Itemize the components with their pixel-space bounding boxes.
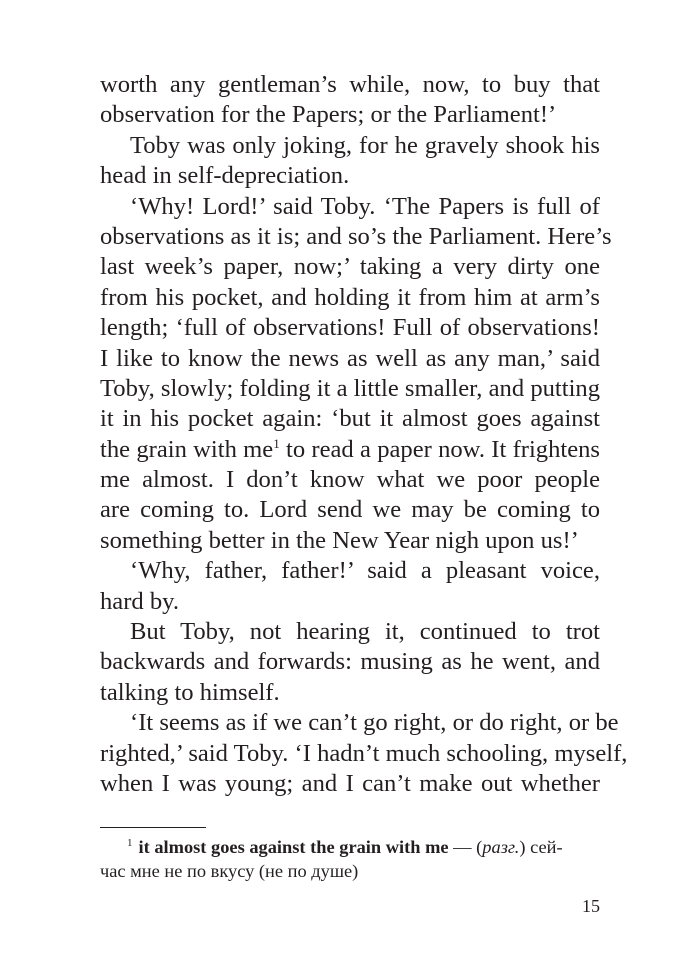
text-line bbox=[100, 192, 600, 222]
line-text: hard by. bbox=[100, 587, 179, 615]
line-text: Toby, slowly; folding it a little smaller, and putting bbox=[100, 374, 600, 402]
line-text: head in self-depreciation. bbox=[100, 162, 350, 190]
text-line bbox=[100, 344, 600, 374]
footnote-divider bbox=[100, 827, 206, 828]
text-line bbox=[100, 252, 600, 282]
text-line bbox=[100, 556, 600, 586]
line-text: ‘Why! Lord!’ said Toby. ‘The Papers is full of bbox=[130, 192, 600, 220]
line-text: from his pocket, and holding it from him at arm’s bbox=[100, 283, 600, 311]
footnote-number: 1 bbox=[127, 837, 133, 849]
line-text: I like to know the news as well as any man,’ said bbox=[100, 344, 600, 372]
line-text: righted,’ said Toby. ‘I hadn’t much schooling, myself, bbox=[100, 739, 628, 767]
text-line bbox=[100, 647, 600, 677]
text-line bbox=[100, 283, 600, 313]
footnote-abbreviation: разг. bbox=[482, 837, 520, 857]
text-line bbox=[100, 465, 600, 495]
text-line bbox=[100, 678, 600, 708]
line-text: observation for the Papers; or the Parliament!’ bbox=[100, 101, 557, 129]
line-text: something better in the New Year nigh upon us!’ bbox=[100, 526, 579, 554]
line-text: last week’s paper, now;’ taking a very dirty one bbox=[100, 253, 600, 281]
line-text: But Toby, not hearing it, continued to trot bbox=[130, 618, 600, 646]
text-line bbox=[100, 435, 600, 465]
text-line bbox=[100, 708, 619, 738]
line-text: worth any gentleman’s while, now, to buy that bbox=[100, 71, 600, 98]
text-line bbox=[100, 161, 600, 191]
text-line bbox=[100, 769, 600, 799]
text-line bbox=[100, 131, 600, 161]
line-text: are coming to. Lord send we may be coming to bbox=[100, 496, 600, 524]
text-line bbox=[100, 70, 600, 100]
line-text: talking to himself. bbox=[100, 678, 280, 706]
text-line bbox=[100, 526, 600, 556]
text-line bbox=[100, 222, 612, 252]
text-line bbox=[100, 404, 600, 434]
main-text bbox=[100, 70, 628, 799]
line-text: me almost. I don’t know what we poor people bbox=[100, 466, 600, 494]
line-text: when I was young; and I can’t make out whether bbox=[100, 769, 600, 797]
footnote-translation-start: ) сей- bbox=[519, 837, 563, 857]
line-text: it in his pocket again: ‘but it almost goes against bbox=[100, 405, 600, 433]
line-text: ‘Why, father, father!’ said a pleasant voice, bbox=[130, 557, 600, 585]
line-text: the grain with me bbox=[100, 435, 274, 463]
text-line bbox=[100, 739, 628, 769]
line-text: ‘It seems as if we can’t go right, or do right, or be bbox=[130, 709, 619, 737]
footnote-line-2: час мне не по вкусу (не по душе) bbox=[100, 861, 359, 881]
footnote-line-1 bbox=[100, 835, 600, 859]
footnote-reference: 1 bbox=[273, 435, 280, 451]
footnote-term: it almost goes against the grain with me bbox=[138, 837, 449, 857]
page-number: 15 bbox=[582, 896, 600, 916]
line-text: observations as it is; and so’s the Parliament. Here’s bbox=[100, 222, 612, 250]
line-text: length; ‘full of observations! Full of observations! bbox=[100, 314, 600, 342]
text-line bbox=[100, 495, 600, 525]
footnote-dash: — ( bbox=[448, 837, 483, 857]
text-line bbox=[100, 617, 600, 647]
text-line bbox=[100, 100, 600, 130]
text-line bbox=[100, 313, 600, 343]
text-line bbox=[100, 374, 600, 404]
line-text-continued: to read a paper now. It frightens bbox=[279, 435, 601, 463]
line-text: Toby was only joking, for he gravely shook his bbox=[130, 131, 600, 159]
footnote bbox=[100, 835, 600, 883]
line-text: backwards and forwards: musing as he went, and bbox=[100, 648, 600, 676]
text-line bbox=[100, 587, 600, 617]
